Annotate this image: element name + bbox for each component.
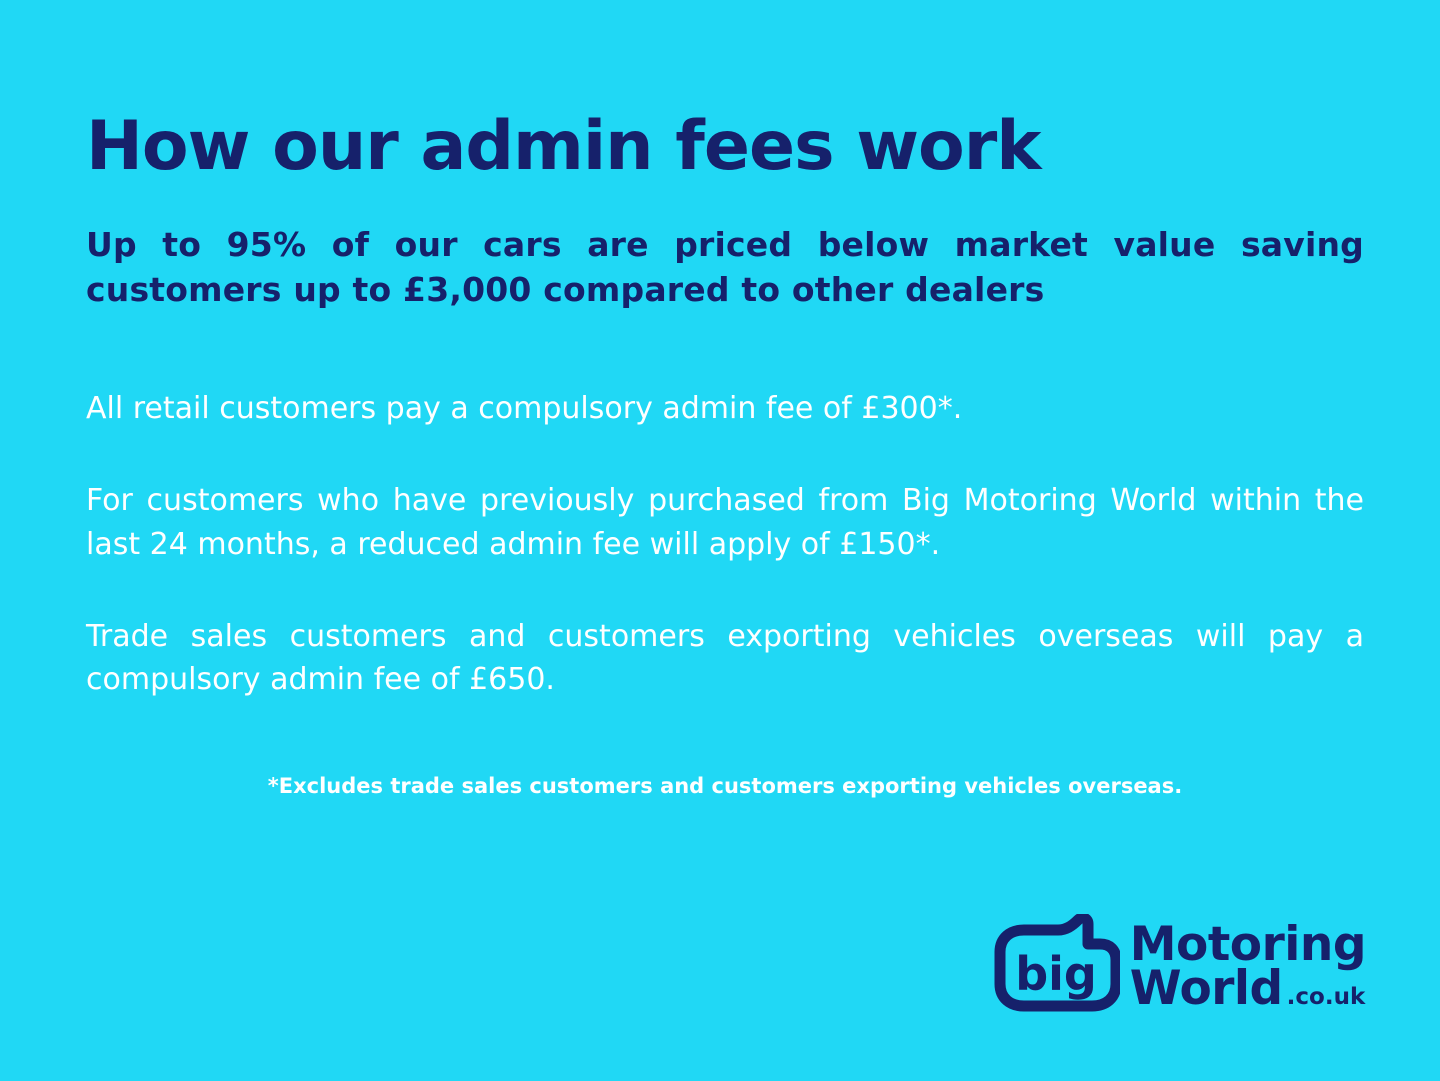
body-paragraph-3: Trade sales customers and customers exporting vehicles overseas will pay a compulsory admin fee of £650. (86, 618, 1364, 698)
brand-logo (988, 914, 1366, 1019)
brand-line-2: World (1129, 960, 1283, 1016)
brand-domain-suffix: .co.uk (1286, 983, 1366, 1010)
footnote-text: *Excludes trade sales customers and customers exporting vehicles overseas. (267, 774, 1183, 799)
big-car-icon (988, 914, 1120, 1019)
body-paragraph-1: All retail customers pay a compulsory admin fee of £300*. (86, 391, 963, 427)
brand-line-2-row (1129, 960, 1366, 1016)
body-paragraph-2: For customers who have previously purchased from Big Motoring World within the last 24 months, a reduced admin fee will apply of £150*. (86, 482, 1364, 562)
subheadline: Up to 95% of our cars are priced below market value saving customers up to £3,000 compared to other dealers (86, 225, 1364, 310)
brand-wordmark (1129, 917, 1366, 1016)
page-title: How our admin fees work (86, 107, 1041, 186)
slide-content (86, 0, 1366, 798)
brand-line-1: Motoring (1129, 917, 1366, 973)
svg-text:big: big (1014, 947, 1097, 1001)
